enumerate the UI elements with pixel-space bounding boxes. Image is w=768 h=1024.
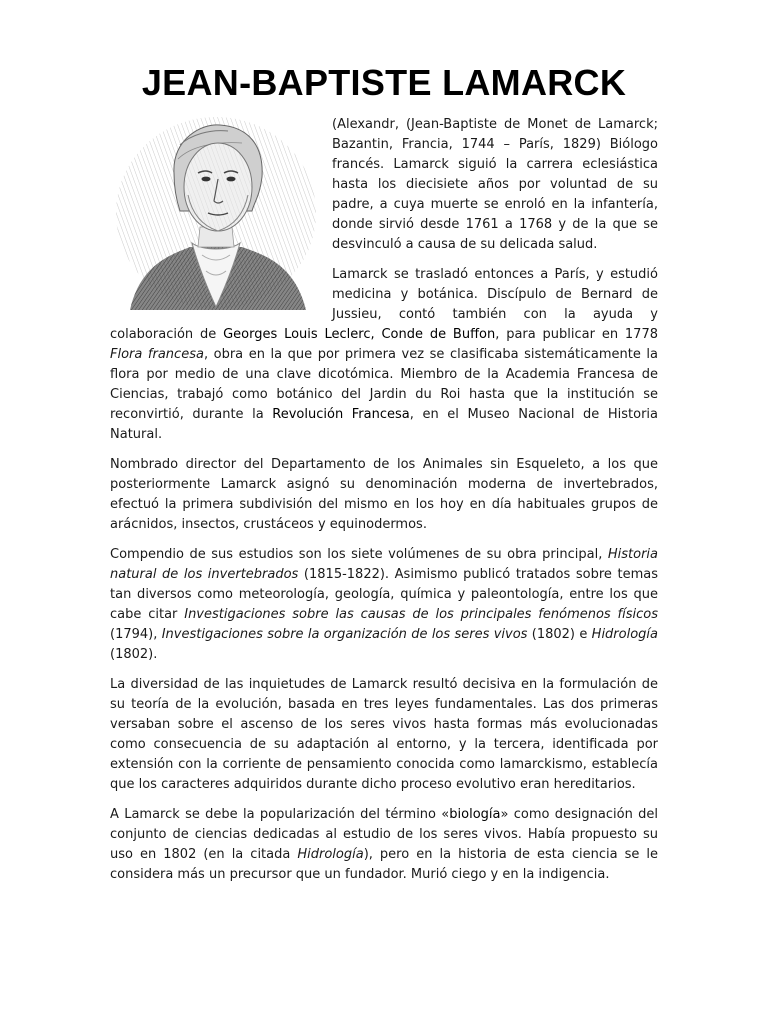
link-biologia[interactable]: biología (449, 807, 501, 822)
portrait-engraving (110, 115, 322, 310)
title-hidrologia-2: Hidrología (297, 847, 364, 862)
title-historia-natural: Historia natural de los invertebrados (110, 547, 658, 582)
link-buffon[interactable]: Georges Louis Leclerc, Conde de Buffon (223, 327, 496, 342)
link-revolucion-francesa[interactable]: Revolución Francesa (272, 407, 410, 422)
portrait-image (110, 115, 322, 310)
title-flora-francesa: Flora francesa (110, 347, 204, 362)
paragraph-3: Nombrado director del Departamento de los Animales sin Esqueleto, a los que posteriormente Lamarck asignó su denominación moderna de invertebrados, efectuó la primera subdivisión del mismo en los hoy en día habituales grupos de arácnidos, insectos, crustáceos y equinodermos. (110, 457, 658, 532)
paragraph-4: Compendio de sus estudios son los siete volúmenes de su obra principal, Historia natural de los invertebrados (1815-1822). Asimismo publicó tratados sobre temas tan diversos como meteorología, geología, química y paleontología, entre los que cabe citar Investigaciones sobre las causas de los principales fenómenos físicos (1794), Investigaciones sobre la organización de los seres vivos (1802) e Hidrología (1802). (110, 547, 659, 662)
title-investigaciones-organizacion: Investigaciones sobre la organización de los seres vivos (161, 627, 528, 642)
title-investigaciones-causas: Investigaciones sobre las causas de los principales fenómenos físicos (184, 607, 658, 622)
document-title: JEAN-BAPTISTE LAMARCK (141, 62, 627, 103)
article-body (110, 115, 658, 895)
paragraph-6: A Lamarck se debe la popularización del término «biología» como designación del conjunto de ciencias dedicadas al estudio de los seres vivos. Había propuesto su uso en 1802 (en la citada Hidrología), pero en la historia de esta ciencia se le considera más un precursor que un fundador. Murió ciego y en la indigencia. (110, 807, 658, 882)
paragraph-5: La diversidad de las inquietudes de Lamarck resultó decisiva en la formulación de su teoría de la evolución, basada en tres leyes fundamentales. Las dos primeras versaban sobre el ascenso de los seres vivos hasta formas más evolucionadas como consecuencia de su adaptación al entorno, y la tercera, identificada por extensión con la corriente de pensamiento conocida como lamarckismo, establecía que los caracteres adquiridos durante dicho proceso evolutivo eran hereditarios. (110, 677, 658, 792)
paragraph-1: (Alexandr, (Jean-Baptiste de Monet de Lamarck; Bazantin, Francia, 1744 – París, 1829) Biólogo francés. Lamarck siguió la carrera eclesiástica hasta los diecisiete años por voluntad de su padre, a cuya muerte se enroló en la infantería, donde sirvió desde 1761 a 1768 y de la que se desvinculó a causa de su delicada salud. (332, 117, 658, 252)
paragraph-2: Lamarck se trasladó entonces a París, y estudió medicina y botánica. Discípulo de Bernard de Jussieu, contó también con la ayuda y colaboración de Georges Louis Leclerc, Conde de Buffon, para publicar en 1778 Flora francesa, obra en la que por primera vez se clasificaba sistemáticamente la flora por medio de una clave dicotómica. Miembro de la Academia Francesa de Ciencias, trabajó como botánico del Jardin du Roi hasta que la institución se reconvirtió, durante la Revolución Francesa, en el Museo Nacional de Historia Natural. (110, 267, 659, 442)
title-hidrologia: Hidrología (591, 627, 659, 642)
